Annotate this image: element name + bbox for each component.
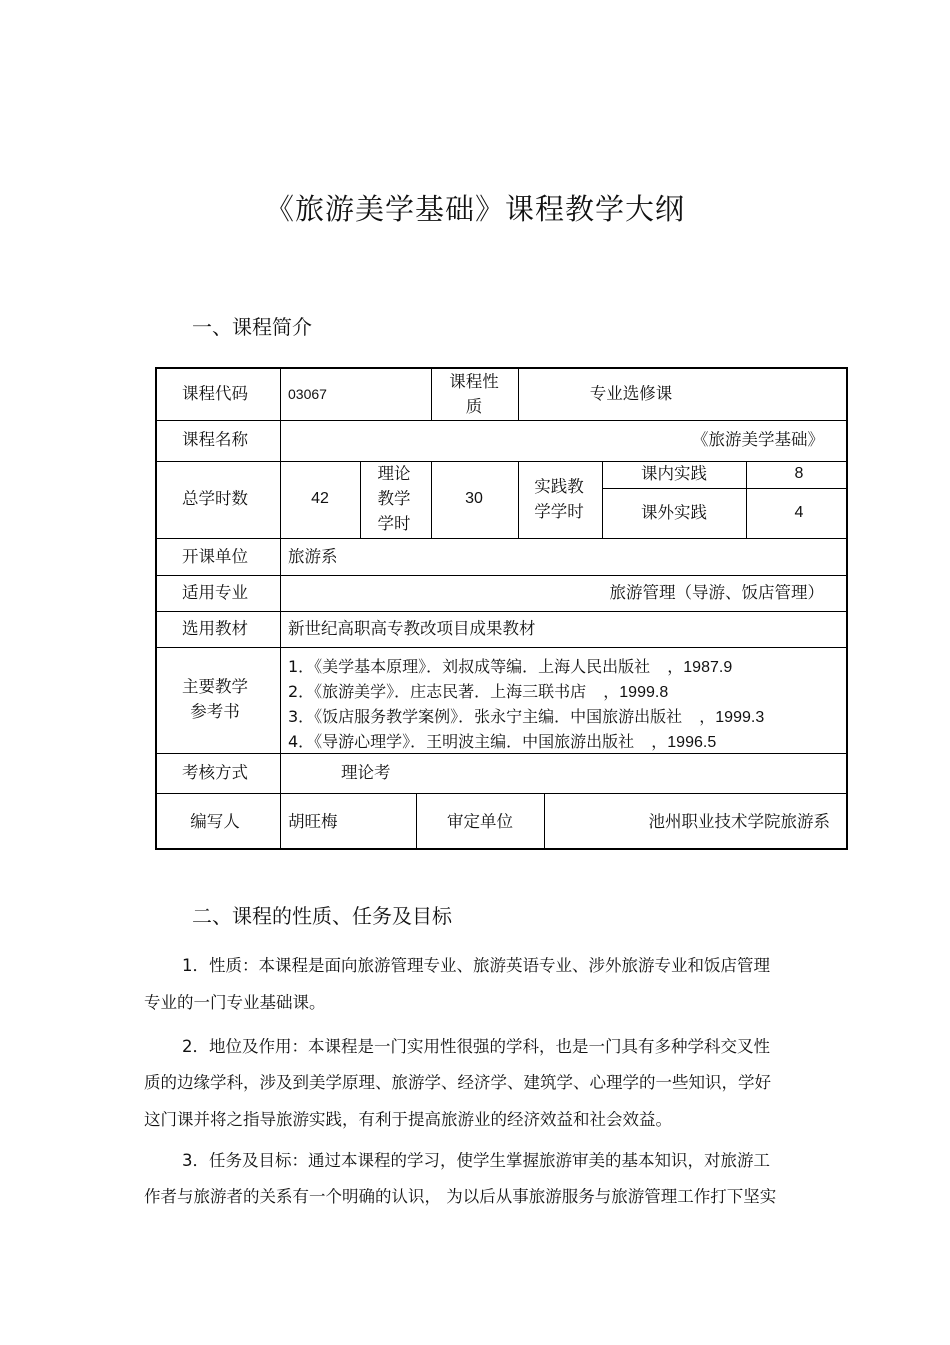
out-class-practice-value: 4 <box>794 504 804 521</box>
table-rule <box>518 461 519 538</box>
assessment-label: 考核方式 <box>182 763 248 782</box>
out-class-practice-label: 课外实践 <box>641 503 707 522</box>
course-name-label: 课程名称 <box>182 430 248 449</box>
reference-item <box>288 704 764 727</box>
total-hours-label: 总学时数 <box>182 489 248 508</box>
total-hours-value: 42 <box>311 490 329 507</box>
assessment-value: 理论考 <box>341 763 391 782</box>
page-title: 《旅游美学基础》课程教学大纲 <box>264 192 685 226</box>
reference-text: 1．《美学基本原理》．刘叔成等编．上海人民出版社 <box>288 657 651 676</box>
table-rule <box>602 488 848 489</box>
practice-hours-label-line2: 学学时 <box>534 502 584 521</box>
paragraph-goal-line1: 3．任务及目标：通过本课程的学习，使学生掌握旅游审美的基本知识，对旅游工 <box>182 1151 770 1170</box>
table-rule <box>431 369 432 420</box>
author-value: 胡旺梅 <box>288 812 338 831</box>
table-rule <box>431 461 432 538</box>
reference-year: ，1987.9 <box>667 659 733 676</box>
in-class-practice-label: 课内实践 <box>641 464 707 483</box>
practice-hours-label-line1: 实践教 <box>534 477 584 496</box>
section-heading-intro: 一、课程简介 <box>192 315 312 339</box>
theory-hours-value: 30 <box>465 490 483 507</box>
course-nature-value: 专业选修课 <box>589 384 673 403</box>
table-rule <box>156 611 848 612</box>
course-nature-label-line1: 课程性 <box>449 372 499 391</box>
paragraph-role-line3: 这门课并将之指导旅游实践，有利于提高旅游业的经济效益和社会效益。 <box>144 1110 672 1129</box>
reference-item <box>288 729 716 752</box>
table-rule <box>156 647 848 648</box>
table-rule <box>416 793 417 849</box>
table-rule <box>156 793 848 794</box>
reference-item <box>288 654 732 677</box>
reference-year: ，1996.5 <box>651 734 717 751</box>
table-rule <box>156 420 848 421</box>
paragraph-nature-line2: 专业的一门专业基础课。 <box>144 993 326 1012</box>
reference-year: ，1999.3 <box>699 709 765 726</box>
section-heading-nature: 二、课程的性质、任务及目标 <box>192 904 452 928</box>
table-rule <box>544 793 545 849</box>
review-unit-value: 池州职业技术学院旅游系 <box>648 812 830 831</box>
references-label-line1: 主要教学 <box>182 677 248 696</box>
reference-text: 3．《饭店服务教学案例》．张永宁主编．中国旅游出版社 <box>288 707 683 726</box>
course-code-label: 课程代码 <box>182 384 248 403</box>
applicable-major-value: 旅游管理（导游、饭店管理） <box>609 583 824 602</box>
table-rule <box>280 369 281 849</box>
reference-text: 2．《旅游美学》．庄志民著．上海三联书店 <box>288 682 587 701</box>
course-name-value: 《旅游美学基础》 <box>692 430 824 449</box>
textbook-value: 新世纪高职高专教改项目成果教材 <box>288 619 536 638</box>
offering-unit-label: 开课单位 <box>182 547 248 566</box>
course-nature-label-line2: 质 <box>465 397 483 416</box>
paragraph-nature-line1: 1．性质：本课程是面向旅游管理专业、旅游英语专业、涉外旅游专业和饭店管理 <box>182 956 770 975</box>
table-rule <box>360 461 361 538</box>
table-rule <box>156 753 848 754</box>
table-rule <box>746 461 747 538</box>
textbook-label: 选用教材 <box>182 619 248 638</box>
table-rule <box>156 575 848 576</box>
paragraph-role-line1: 2．地位及作用：本课程是一门实用性很强的学科，也是一门具有多种学科交叉性 <box>182 1037 770 1056</box>
table-rule <box>602 461 603 538</box>
reference-year: ，1999.8 <box>603 684 669 701</box>
in-class-practice-value: 8 <box>794 465 804 482</box>
theory-hours-label-line3: 学时 <box>377 514 411 533</box>
course-code-value: 03067 <box>288 386 327 402</box>
theory-hours-label-line1: 理论 <box>377 464 411 483</box>
table-rule <box>156 461 848 462</box>
references-label-line2: 参考书 <box>190 702 240 721</box>
reference-item <box>288 679 668 702</box>
theory-hours-label-line2: 教学 <box>377 489 411 508</box>
table-rule <box>156 538 848 539</box>
review-unit-label: 审定单位 <box>447 812 513 831</box>
applicable-major-label: 适用专业 <box>182 583 248 602</box>
table-rule <box>518 369 519 420</box>
reference-text: 4．《导游心理学》．王明波主编．中国旅游出版社 <box>288 732 635 751</box>
author-label: 编写人 <box>190 812 240 831</box>
offering-unit-value: 旅游系 <box>288 547 338 566</box>
paragraph-role-line2: 质的边缘学科，涉及到美学原理、旅游学、经济学、建筑学、心理学的一些知识，学好 <box>144 1073 771 1092</box>
paragraph-goal-line2: 作者与旅游者的关系有一个明确的认识， 为以后从事旅游服务与旅游管理工作打下坚实 <box>144 1187 777 1206</box>
